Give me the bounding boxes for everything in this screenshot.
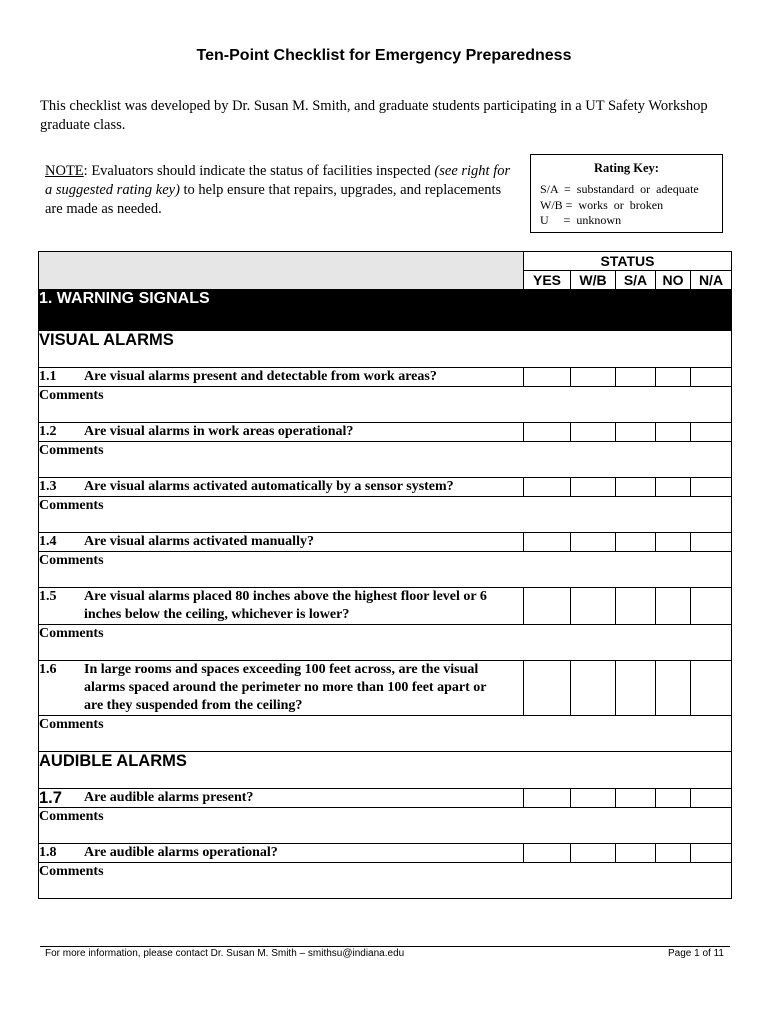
status-cell-na[interactable] bbox=[691, 368, 732, 387]
status-cell-wb[interactable] bbox=[571, 533, 616, 552]
note-paragraph bbox=[45, 162, 515, 219]
comments-row bbox=[39, 808, 732, 844]
question-number: 1.8 bbox=[39, 845, 57, 860]
question-cell bbox=[39, 789, 524, 808]
rating-key-line-sa: S/A = substandard or adequate bbox=[540, 182, 699, 196]
comments-cell[interactable]: Comments bbox=[39, 625, 732, 661]
status-cell-yes[interactable] bbox=[524, 844, 571, 863]
status-cell-no[interactable] bbox=[656, 478, 691, 497]
status-cell-no[interactable] bbox=[656, 423, 691, 442]
status-cell-yes[interactable] bbox=[524, 661, 571, 716]
status-cell-yes[interactable] bbox=[524, 533, 571, 552]
question-number: 1.1 bbox=[39, 369, 57, 384]
question-cell bbox=[39, 368, 524, 387]
note-text-a: : Evaluators should indicate the status of facilities inspected bbox=[83, 163, 435, 179]
note-text-b: to help ensure that repairs, upgrades, and replacements are made as needed. bbox=[45, 182, 502, 217]
question-row bbox=[39, 844, 732, 863]
status-cell-wb[interactable] bbox=[571, 588, 616, 625]
comments-cell[interactable]: Comments bbox=[39, 442, 732, 478]
section-heading: 1. WARNING SIGNALS bbox=[39, 290, 732, 331]
question-text: Are visual alarms activated automatically by a sensor system? bbox=[84, 479, 454, 494]
question-cell bbox=[39, 661, 524, 716]
question-number: 1.4 bbox=[39, 534, 57, 549]
question-number: 1.3 bbox=[39, 479, 57, 494]
question-text: Are audible alarms operational? bbox=[84, 845, 278, 860]
status-cell-no[interactable] bbox=[656, 588, 691, 625]
question-row bbox=[39, 588, 732, 625]
question-number: 1.7 bbox=[39, 789, 62, 807]
question-text: Are audible alarms present? bbox=[84, 790, 254, 805]
column-header-no: NO bbox=[656, 271, 691, 290]
status-cell-na[interactable] bbox=[691, 478, 732, 497]
status-cell-yes[interactable] bbox=[524, 789, 571, 808]
comments-cell[interactable]: Comments bbox=[39, 387, 732, 423]
column-header-sa: S/A bbox=[616, 271, 656, 290]
question-text: In large rooms and spaces exceeding 100 feet across, are the visual alarms spaced around the perimeter no more than 100 feet apart or are they suspended from the ceiling? bbox=[84, 662, 487, 713]
note-text-italic: (see right for a suggested rating key) bbox=[45, 163, 511, 198]
rating-key-line-u: U = unknown bbox=[540, 213, 622, 227]
question-text: Are visual alarms present and detectable from work areas? bbox=[84, 369, 437, 384]
status-cell-no[interactable] bbox=[656, 533, 691, 552]
status-cell-wb[interactable] bbox=[571, 368, 616, 387]
checklist-table bbox=[38, 251, 732, 899]
status-cell-wb[interactable] bbox=[571, 478, 616, 497]
status-cell-sa[interactable] bbox=[616, 588, 656, 625]
status-cell-sa[interactable] bbox=[616, 423, 656, 442]
footer-contact: For more information, please contact Dr. Susan M. Smith – smithsu@indiana.edu bbox=[45, 948, 405, 959]
question-number: 1.5 bbox=[39, 589, 57, 604]
rating-key-lines bbox=[540, 182, 722, 229]
rating-key-title: Rating Key: bbox=[594, 161, 659, 175]
status-header-row bbox=[39, 252, 732, 271]
status-cell-yes[interactable] bbox=[524, 588, 571, 625]
page-title: Ten-Point Checklist for Emergency Preparedness bbox=[196, 47, 572, 64]
subsection-row bbox=[39, 331, 732, 368]
comments-cell[interactable]: Comments bbox=[39, 497, 732, 533]
comments-row bbox=[39, 497, 732, 533]
rating-key-line-wb: W/B = works or broken bbox=[540, 197, 664, 212]
status-cell-no[interactable] bbox=[656, 844, 691, 863]
comments-cell[interactable]: Comments bbox=[39, 863, 732, 899]
question-cell bbox=[39, 478, 524, 497]
comments-cell[interactable]: Comments bbox=[39, 808, 732, 844]
question-row bbox=[39, 423, 732, 442]
status-cell-na[interactable] bbox=[691, 423, 732, 442]
status-cell-sa[interactable] bbox=[616, 533, 656, 552]
question-cell bbox=[39, 588, 524, 625]
note-label: NOTE bbox=[45, 163, 84, 179]
intro-paragraph: This checklist was developed by Dr. Susan M. Smith, and graduate students participating in a UT Safety Workshop graduate class. bbox=[40, 98, 708, 133]
question-number: 1.2 bbox=[39, 424, 57, 439]
footer-divider bbox=[40, 946, 730, 947]
status-cell-wb[interactable] bbox=[571, 789, 616, 808]
comments-row bbox=[39, 442, 732, 478]
comments-row bbox=[39, 863, 732, 899]
status-cell-na[interactable] bbox=[691, 844, 732, 863]
section-row bbox=[39, 290, 732, 331]
comments-cell[interactable]: Comments bbox=[39, 552, 732, 588]
status-cell-sa[interactable] bbox=[616, 368, 656, 387]
comments-cell[interactable]: Comments bbox=[39, 716, 732, 752]
question-text: Are visual alarms activated manually? bbox=[84, 534, 314, 549]
status-cell-sa[interactable] bbox=[616, 789, 656, 808]
question-cell bbox=[39, 533, 524, 552]
comments-row bbox=[39, 387, 732, 423]
status-cell-sa[interactable] bbox=[616, 661, 656, 716]
status-cell-na[interactable] bbox=[691, 588, 732, 625]
question-number: 1.6 bbox=[39, 662, 57, 677]
subsection-row bbox=[39, 752, 732, 789]
comments-row bbox=[39, 625, 732, 661]
status-cell-na[interactable] bbox=[691, 661, 732, 716]
status-cell-na[interactable] bbox=[691, 789, 732, 808]
status-cell-no[interactable] bbox=[656, 661, 691, 716]
question-row bbox=[39, 789, 732, 808]
header-blank-cell bbox=[39, 252, 524, 290]
status-cell-wb[interactable] bbox=[571, 661, 616, 716]
comments-row bbox=[39, 552, 732, 588]
status-cell-yes[interactable] bbox=[524, 368, 571, 387]
rating-key-box bbox=[530, 154, 723, 233]
subsection-heading: VISUAL ALARMS bbox=[39, 331, 732, 368]
comments-row bbox=[39, 716, 732, 752]
question-cell bbox=[39, 423, 524, 442]
question-row bbox=[39, 661, 732, 716]
column-header-na: N/A bbox=[691, 271, 732, 290]
status-header: STATUS bbox=[524, 252, 732, 271]
status-cell-no[interactable] bbox=[656, 368, 691, 387]
status-cell-sa[interactable] bbox=[616, 844, 656, 863]
status-cell-sa[interactable] bbox=[616, 478, 656, 497]
footer-page-number: Page 1 of 11 bbox=[668, 948, 724, 959]
status-cell-na[interactable] bbox=[691, 533, 732, 552]
column-header-wb: W/B bbox=[571, 271, 616, 290]
status-cell-no[interactable] bbox=[656, 789, 691, 808]
subsection-heading: AUDIBLE ALARMS bbox=[39, 752, 732, 789]
status-cell-yes[interactable] bbox=[524, 423, 571, 442]
question-row bbox=[39, 368, 732, 387]
column-header-yes: YES bbox=[524, 271, 571, 290]
question-text: Are visual alarms placed 80 inches above the highest floor level or 6 inches below the ceiling, whichever is lower? bbox=[84, 589, 487, 622]
status-cell-wb[interactable] bbox=[571, 844, 616, 863]
question-row bbox=[39, 533, 732, 552]
status-cell-wb[interactable] bbox=[571, 423, 616, 442]
question-row bbox=[39, 478, 732, 497]
question-cell bbox=[39, 844, 524, 863]
question-text: Are visual alarms in work areas operational? bbox=[84, 424, 354, 439]
status-cell-yes[interactable] bbox=[524, 478, 571, 497]
checklist-body bbox=[39, 252, 732, 899]
